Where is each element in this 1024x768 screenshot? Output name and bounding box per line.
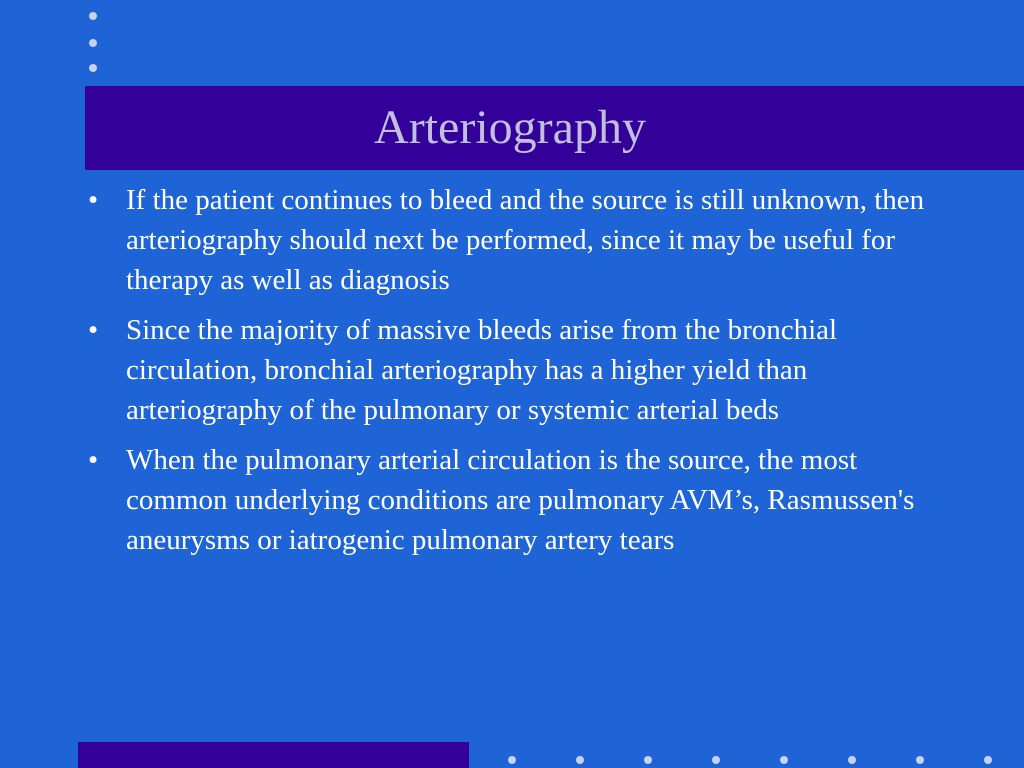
decorative-dot — [644, 756, 652, 764]
decorative-dot — [780, 756, 788, 764]
decorative-dot — [916, 756, 924, 764]
decorative-dot — [89, 12, 97, 20]
bullet-text: When the pulmonary arterial circulation is the source, the most common underlying conditions are pulmonary AVM’s, Rasmussen's aneurysms or iatrogenic pulmonary artery tears — [126, 444, 915, 556]
decorative-dot — [712, 756, 720, 764]
footer-bar — [78, 742, 469, 768]
bullet-text: Since the majority of massive bleeds arise from the bronchial circulation, bronchial arteriography has a higher yield than arteriography of the pulmonary or systemic arterial beds — [126, 314, 838, 426]
bullet-marker: • — [88, 314, 99, 346]
bullet-item — [80, 440, 950, 560]
bullet-marker: • — [88, 444, 99, 476]
decorative-dot — [89, 39, 97, 47]
title-bar — [85, 86, 1024, 170]
decorative-dot — [848, 756, 856, 764]
bullet-list — [80, 180, 950, 570]
bullet-text: If the patient continues to bleed and the source is still unknown, then arteriography should next be performed, since it may be useful for therapy as well as diagnosis — [126, 184, 925, 296]
bullet-item — [80, 180, 950, 300]
decorative-dot — [89, 64, 97, 72]
bullet-marker: • — [88, 184, 99, 216]
bullet-item — [80, 310, 950, 430]
decorative-dots-bottom — [500, 756, 1010, 766]
decorative-dot — [576, 756, 584, 764]
decorative-dot — [984, 756, 992, 764]
decorative-dot — [508, 756, 516, 764]
decorative-dots-top — [88, 12, 98, 76]
slide-title: Arteriography — [374, 101, 646, 154]
